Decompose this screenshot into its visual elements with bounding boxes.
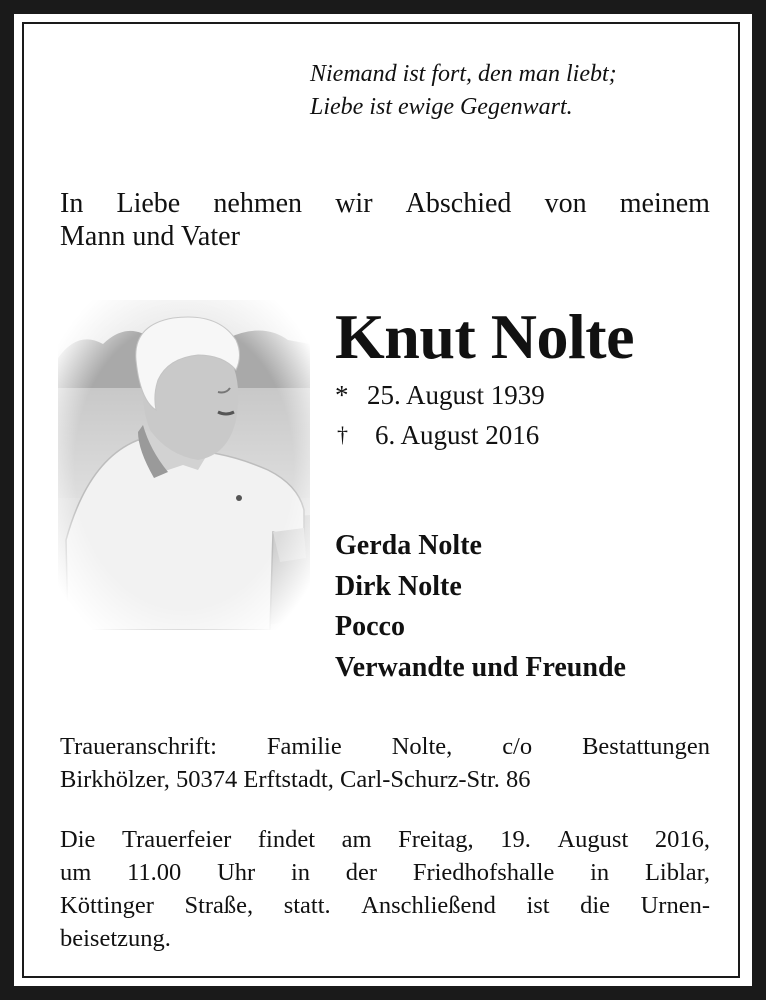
word: Trauerfeier: [121, 826, 232, 853]
intro-line-2: Mann und Vater: [60, 221, 240, 252]
word: Familie: [266, 733, 342, 760]
word: Liblar,: [644, 859, 710, 886]
word: 19.: [500, 826, 531, 853]
birth-date: 25. August 1939: [367, 380, 545, 410]
word: Friedhofshalle: [412, 859, 555, 886]
funeral-service-info: [60, 823, 710, 955]
word: Urnen-: [640, 892, 710, 919]
word: Freitag,: [398, 826, 474, 853]
quote-line-2: Liebe ist ewige Gegenwart.: [310, 94, 573, 120]
word: in: [290, 859, 310, 886]
mourners-list: [335, 526, 626, 688]
word: die: [580, 892, 611, 919]
word: In: [60, 188, 84, 219]
intro-line-1: [60, 187, 710, 220]
mourner-item: Verwandte und Freunde: [335, 651, 626, 683]
word: Die: [60, 826, 96, 853]
intro-text: [60, 187, 710, 253]
death-date: 6. August 2016: [375, 420, 540, 450]
word: Straße,: [184, 892, 254, 919]
word: ist: [526, 892, 550, 919]
word: wir: [335, 188, 373, 219]
deceased-name: Knut Nolte: [335, 301, 634, 372]
portrait-photo-image: [58, 300, 310, 630]
portrait-photo: [58, 300, 310, 630]
word: Liebe: [116, 188, 181, 219]
mourning-address: [60, 730, 710, 796]
birth-row: [335, 375, 545, 415]
word: Köttinger: [60, 892, 154, 919]
ceremony-line-3: [60, 889, 710, 922]
life-dates: [335, 375, 545, 455]
word: 2016,: [654, 826, 710, 853]
mourner-item: Dirk Nolte: [335, 570, 462, 602]
address-line-1: [60, 730, 710, 763]
word: meinem: [619, 188, 710, 219]
quote-line-1: Niemand ist fort, den man liebt;: [310, 61, 617, 87]
word: August: [557, 826, 629, 853]
word: Uhr: [217, 859, 256, 886]
word: in: [590, 859, 610, 886]
word: am: [341, 826, 372, 853]
ceremony-line-4: beisetzung.: [60, 925, 171, 952]
word: von: [544, 188, 587, 219]
word: c/o: [502, 733, 533, 760]
memorial-quote: [310, 58, 617, 124]
word: nehmen: [213, 188, 303, 219]
word: Bestattungen: [582, 733, 710, 760]
word: findet: [257, 826, 316, 853]
word: Abschied: [405, 188, 512, 219]
word: der: [345, 859, 378, 886]
birth-star-icon: *: [335, 380, 349, 410]
ceremony-line-2: [60, 856, 710, 889]
word: um: [60, 859, 92, 886]
word: Anschließend: [361, 892, 496, 919]
word: statt.: [283, 892, 331, 919]
word: 11.00: [127, 859, 182, 886]
address-line-2: Birkhölzer, 50374 Erftstadt, Carl-Schurz-Str. 86: [60, 766, 531, 793]
word: Traueranschrift:: [60, 733, 217, 760]
death-row: [335, 415, 545, 455]
ceremony-line-1: [60, 823, 710, 856]
mourner-item: Gerda Nolte: [335, 530, 482, 561]
word: Nolte,: [391, 733, 453, 760]
death-cross-icon: †: [337, 422, 348, 447]
mourner-item: Pocco: [335, 611, 405, 642]
